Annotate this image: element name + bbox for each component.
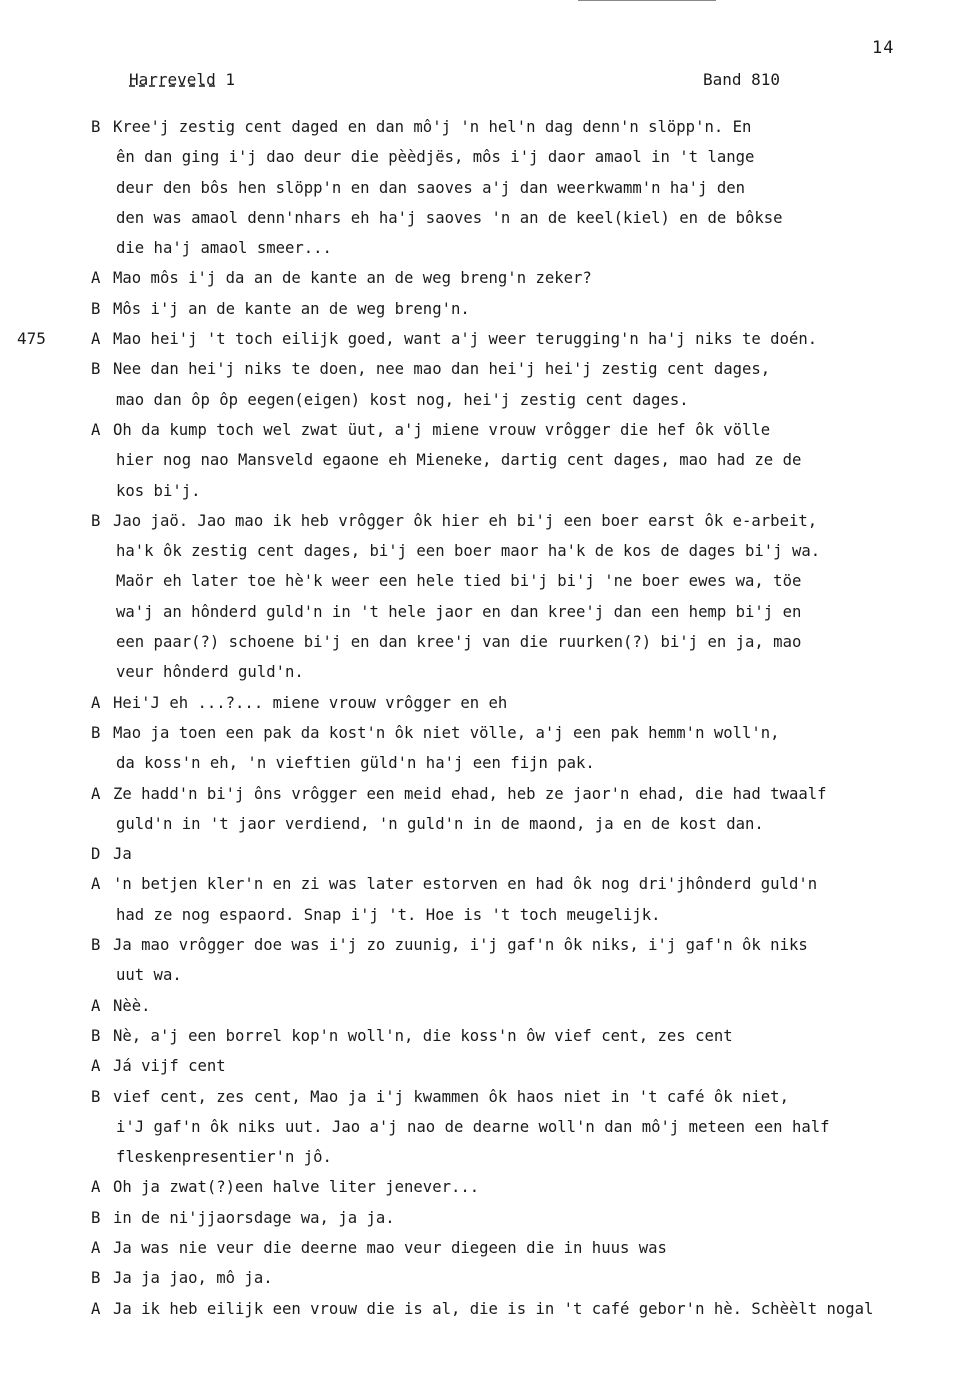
line-text: veur hônderd guld'n.	[116, 663, 304, 682]
line-text: deur den bôs hen slöpp'n en dan saoves a'j dan weerkwamm'n ha'j den	[116, 178, 746, 197]
transcript-line	[91, 597, 971, 627]
line-text: Ja was nie veur die deerne mao veur diegeen die in huus was	[113, 1238, 667, 1257]
transcript-line	[91, 385, 971, 415]
line-text: Oh ja zwat(?)een halve liter jenever...	[113, 1178, 480, 1197]
speaker-label: A	[91, 784, 101, 803]
transcript-line	[91, 1142, 971, 1172]
line-text: Nè, a'j een borrel kop'n woll'n, die koss'n ôw vief cent, zes cent	[113, 1026, 733, 1045]
speaker-label: B	[91, 511, 101, 530]
speaker-label: B	[91, 360, 101, 379]
speaker-label: B	[91, 1087, 101, 1106]
header-place: Harreveld	[129, 70, 216, 89]
transcript-body	[91, 112, 971, 1324]
transcript-line	[91, 900, 971, 930]
line-text: Nee dan hei'j niks te doen, nee mao dan hei'j hei'j zestig cent dages,	[113, 360, 771, 379]
transcript-line	[91, 748, 971, 778]
line-text: 'n betjen kler'n en zi was later estorven en had ôk nog dri'jhônderd guld'n	[113, 875, 818, 894]
transcript-line	[91, 1294, 971, 1324]
line-text: Oh da kump toch wel zwat üut, a'j miene vrouw vrôgger die hef ôk völle	[113, 420, 771, 439]
transcript-line	[91, 445, 971, 475]
line-text: Maör eh later toe hè'k weer een hele tied bi'j bi'j 'ne boer ewes wa, töe	[116, 572, 802, 591]
transcript-line	[91, 142, 971, 172]
line-text: Ja mao vrôgger doe was i'j zo zuunig, i'j gaf'n ôk niks, i'j gaf'n ôk niks	[113, 936, 808, 955]
speaker-label: B	[91, 936, 101, 955]
line-text: guld'n in 't jaor verdiend, 'n guld'n in de maond, ja en de kost dan.	[116, 814, 764, 833]
header-band: Band 810	[703, 70, 781, 89]
transcript-line	[91, 324, 971, 354]
line-text: Ze hadd'n bi'j ôns vrôgger een meid ehad, heb ze jaor'n ehad, die had twaalf	[113, 784, 827, 803]
line-text: Ja ja jao, mô ja.	[113, 1269, 273, 1288]
line-text: die ha'j amaol smeer...	[116, 239, 332, 258]
line-text: hier nog nao Mansveld egaone eh Mieneke, dartig cent dages, mao had ze de	[116, 451, 802, 470]
line-text: Ja	[113, 845, 132, 864]
line-text: Já vijf cent	[113, 1057, 226, 1076]
transcript-line	[91, 1263, 971, 1293]
line-text: Môs i'j an de kante an de weg breng'n.	[113, 299, 470, 318]
line-text: Mao hei'j 't toch eilijk goed, want a'j weer terugging'n ha'j niks te doén.	[113, 330, 818, 349]
line-text: Ja ik heb eilijk een vrouw die is al, die is in 't café gebor'n hè. Schèèlt nogal	[113, 1299, 874, 1318]
transcript-line	[91, 1233, 971, 1263]
line-text: da koss'n eh, 'n vieftien güld'n ha'j een fijn pak.	[116, 754, 595, 773]
speaker-label: A	[91, 1178, 101, 1197]
line-text: Mao ja toen een pak da kost'n ôk niet völle, a'j een pak hemm'n woll'n,	[113, 723, 780, 742]
transcript-line	[91, 809, 971, 839]
transcript-line	[91, 1021, 971, 1051]
line-text: wa'j an hônderd guld'n in 't hele jaor en dan kree'j dan een hemp bi'j en	[116, 602, 802, 621]
line-text: uut wa.	[116, 966, 182, 985]
line-text: mao dan ôp ôp eegen(eigen) kost nog, hei'j zestig cent dages.	[116, 390, 689, 409]
line-text: in de ni'jjaorsdage wa, ja ja.	[113, 1208, 395, 1227]
line-text: Kree'j zestig cent daged en dan mô'j 'n hel'n dag denn'n slöpp'n. En	[113, 118, 752, 136]
speaker-label: A	[91, 330, 101, 349]
transcript-line	[91, 1203, 971, 1233]
speaker-label: B	[91, 1208, 101, 1227]
line-text: Jao jaö. Jao mao ik heb vrôgger ôk hier eh bi'j een boer earst ôk e-arbeit,	[113, 511, 818, 530]
transcript-line	[91, 627, 971, 657]
line-text: kos bi'j.	[116, 481, 201, 500]
line-text: had ze nog espaord. Snap i'j 't. Hoe is 't toch meugelijk.	[116, 905, 661, 924]
speaker-label: A	[91, 693, 101, 712]
speaker-label: A	[91, 269, 101, 288]
transcript-line	[91, 991, 971, 1021]
line-text: i'J gaf'n ôk niks uut. Jao a'j nao de dearne woll'n dan mô'j meteen een half	[116, 1117, 830, 1136]
transcript-line	[91, 354, 971, 384]
line-text: den was amaol denn'nhars eh ha'j saoves 'n an de keel(kiel) en de bôkse	[116, 208, 783, 227]
speaker-label: B	[91, 723, 101, 742]
line-text: fleskenpresentier'n jô.	[116, 1148, 332, 1167]
page-number: 14	[872, 38, 895, 58]
transcript-line	[91, 476, 971, 506]
transcript-line	[91, 1082, 971, 1112]
speaker-label: B	[91, 1026, 101, 1045]
transcript-line	[91, 960, 971, 990]
top-rule	[578, 0, 716, 1]
transcript-line	[91, 657, 971, 687]
transcript-line	[91, 294, 971, 324]
transcript-line	[91, 263, 971, 293]
transcript-line	[91, 1112, 971, 1142]
transcript-line	[91, 1051, 971, 1081]
speaker-label: A	[91, 875, 101, 894]
header-location	[129, 70, 235, 89]
transcript-line	[91, 869, 971, 899]
line-text: vief cent, zes cent, Mao ja i'j kwammen ôk haos niet in 't café ôk niet,	[113, 1087, 789, 1106]
speaker-label: B	[91, 1269, 101, 1288]
header-place-number: 1	[225, 70, 235, 89]
transcript-line	[91, 930, 971, 960]
transcript-line	[91, 1172, 971, 1202]
line-text: Nèè.	[113, 996, 151, 1015]
speaker-label: A	[91, 1299, 101, 1318]
margin-line-number: 475	[17, 329, 46, 348]
speaker-label: D	[91, 845, 101, 864]
line-text: een paar(?) schoene bi'j en dan kree'j van die ruurken(?) bi'j en ja, mao	[116, 633, 802, 652]
transcript-line	[91, 718, 971, 748]
transcript-line	[91, 233, 971, 263]
transcript-line	[91, 173, 971, 203]
line-text: ha'k ôk zestig cent dages, bi'j een boer maor ha'k de kos de dages bi'j wa.	[116, 542, 821, 561]
transcript-line	[91, 536, 971, 566]
transcript-line	[91, 506, 971, 536]
transcript-line	[91, 415, 971, 445]
line-text: Mao môs i'j da an de kante an de weg breng'n zeker?	[113, 269, 592, 288]
transcript-line	[91, 566, 971, 596]
transcript-line	[91, 779, 971, 809]
speaker-label: B	[91, 118, 101, 136]
transcript-line	[91, 203, 971, 233]
transcript-line	[91, 688, 971, 718]
speaker-label: A	[91, 420, 101, 439]
speaker-label: A	[91, 1057, 101, 1076]
transcript-line	[91, 839, 971, 869]
transcript-line	[91, 112, 971, 142]
speaker-label: B	[91, 299, 101, 318]
line-text: Hei'J eh ...?... miene vrouw vrôgger en eh	[113, 693, 508, 712]
speaker-label: A	[91, 996, 101, 1015]
line-text: ên dan ging i'j dao deur die pèèdjës, môs i'j daor amaol in 't lange	[116, 148, 755, 167]
speaker-label: A	[91, 1238, 101, 1257]
